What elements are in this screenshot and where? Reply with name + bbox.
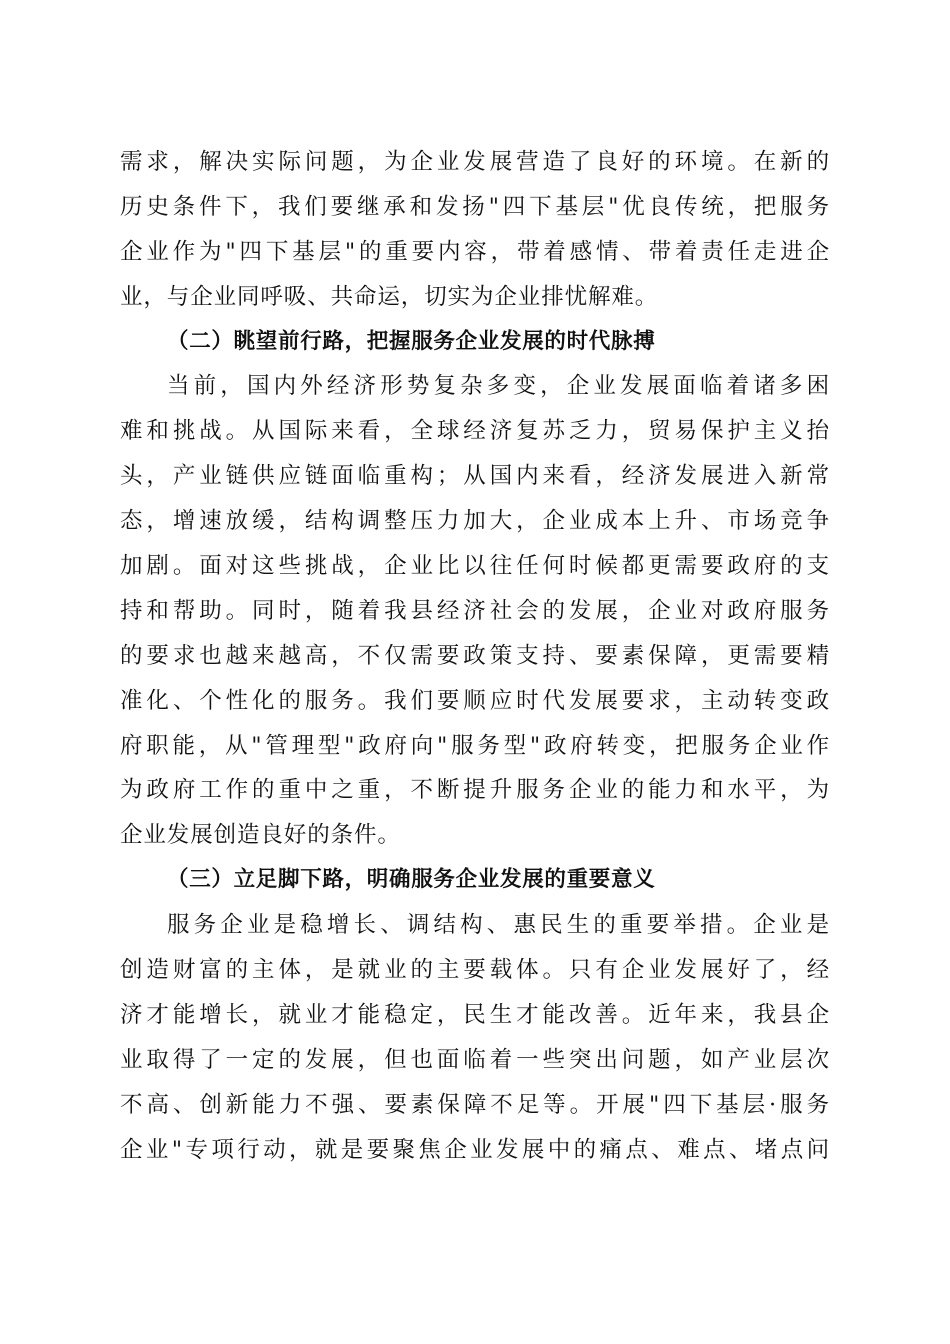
paragraph-line: 企业"专项行动，就是要聚焦企业发展中的痛点、难点、堵点问 [120, 1136, 830, 1163]
paragraph-line: 府职能，从"管理型"政府向"服务型"政府转变，把服务企业作 [120, 732, 830, 759]
section-heading-2: （二）眺望前行路，把握服务企业发展的时代脉搏 [167, 328, 656, 354]
paragraph-line: 头，产业链供应链面临重构；从国内来看，经济发展进入新常 [120, 463, 830, 490]
paragraph-line: 持和帮助。同时，随着我县经济社会的发展，企业对政府服务 [120, 597, 830, 624]
paragraph-line: 加剧。面对这些挑战，企业比以往任何时候都更需要政府的支 [120, 553, 830, 580]
paragraph-line: 为政府工作的重中之重，不断提升服务企业的能力和水平，为 [120, 777, 830, 804]
paragraph-line: 准化、个性化的服务。我们要顺应时代发展要求，主动转变政 [120, 687, 830, 714]
paragraph-line: 业取得了一定的发展，但也面临着一些突出问题，如产业层次 [120, 1046, 830, 1073]
paragraph-line: 业，与企业同呼吸、共命运，切实为企业排忧解难。 [120, 283, 659, 310]
paragraph-line: 历史条件下，我们要继承和发扬"四下基层"优良传统，把服务 [120, 193, 830, 220]
paragraph-line: 态，增速放缓，结构调整压力加大，企业成本上升、市场竞争 [120, 508, 830, 535]
section-heading-3: （三）立足脚下路，明确服务企业发展的重要意义 [167, 867, 656, 893]
paragraph-line: 不高、创新能力不强、要素保障不足等。开展"四下基层·服务 [120, 1091, 830, 1118]
paragraph-line: 企业作为"四下基层"的重要内容，带着感情、带着责任走进企 [120, 238, 830, 265]
paragraph-line: 当前，国内外经济形势复杂多变，企业发展面临着诸多困 [167, 373, 830, 400]
paragraph-line: 济才能增长，就业才能稳定，民生才能改善。近年来，我县企 [120, 1001, 830, 1028]
paragraph-line: 服务企业是稳增长、调结构、惠民生的重要举措。企业是 [167, 912, 830, 939]
paragraph-line: 的要求也越来越高，不仅需要政策支持、要素保障，更需要精 [120, 642, 830, 669]
paragraph-line: 企业发展创造良好的条件。 [120, 822, 401, 849]
paragraph-line: 需求，解决实际问题，为企业发展营造了良好的环境。在新的 [120, 149, 830, 175]
paragraph-line: 创造财富的主体，是就业的主要载体。只有企业发展好了，经 [120, 957, 830, 984]
paragraph-line: 难和挑战。从国际来看，全球经济复苏乏力，贸易保护主义抬 [120, 418, 830, 445]
document-body [120, 140, 830, 1172]
